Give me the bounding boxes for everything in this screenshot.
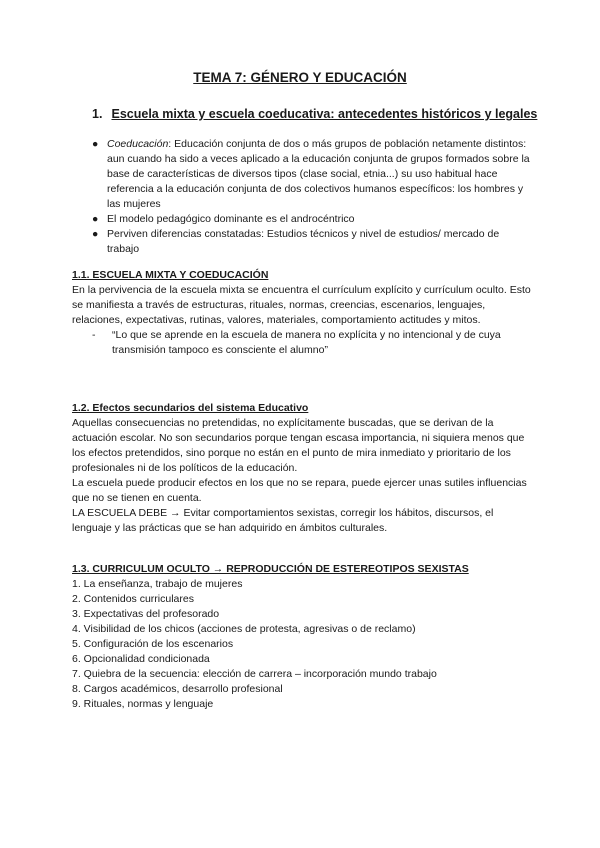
list-item: 6. Opcionalidad condicionada [72, 653, 210, 665]
section-1-2-paragraph-3: LA ESCUELA DEBE → Evitar comportamientos sexistas, corregir los hábitos, discursos, el lenguaje y las prácticas que se han adquirido en ámbitos culturales. [72, 507, 494, 534]
section-1-2-heading: 1.2. Efectos secundarios del sistema Educativo [72, 402, 309, 414]
bullet-item [92, 227, 532, 257]
bullet-text: : Educación conjunta de dos o más grupos de población netamente distintos: aun cuando ha sido a veces aplicado a la educación conjunta de grupos formados sobre la base de características de diversos tipos (clase social, etnia...) su uso habitual hace referencia a la educación conjunta de dos colectivos humanos específicos: los hombres y las mujeres [107, 138, 530, 210]
list-item: 9. Rituales, normas y lenguaje [72, 698, 214, 710]
section-1-bullet-list [92, 137, 532, 257]
list-item: 2. Contenidos curriculares [72, 593, 194, 605]
list-item: 7. Quiebra de la secuencia: elección de carrera – incorporación mundo trabajo [72, 668, 437, 680]
bullet-item [92, 137, 532, 212]
section-1-3-heading: 1.3. CURRICULUM OCULTO → REPRODUCCIÓN DE ESTEREOTIPOS SEXISTAS [72, 563, 469, 575]
section-1-1-quote: “Lo que se aprende en la escuela de manera no explícita y no intencional y de cuya transmisión tampoco es consciente el alumno” [112, 329, 501, 356]
page-title: TEMA 7: GÉNERO Y EDUCACIÓN [193, 70, 407, 85]
section-1-3 [72, 562, 532, 712]
bullet-dot-icon: ● [92, 213, 99, 225]
section-1-1 [72, 268, 532, 358]
bullet-dot-icon: ● [92, 138, 99, 150]
section-1-2-paragraph-2: La escuela puede producir efectos en los que no se repara, puede ejercer unas sutiles influencias que no se tienen en cuenta. [72, 477, 527, 504]
list-item: 5. Configuración de los escenarios [72, 638, 234, 650]
section-1-heading-text: Escuela mixta y escuela coeducativa: antecedentes históricos y legales [111, 107, 538, 121]
bullet-text: Perviven diferencias constatadas: Estudios técnicos y nivel de estudios/ mercado de trabajo [107, 228, 500, 255]
dash-bullet-icon: - [92, 329, 96, 341]
section-1-1-quote-item [92, 328, 532, 358]
section-1-number: 1. [92, 107, 103, 121]
section-1-2-paragraph-1: Aquellas consecuencias no pretendidas, no explícitamente buscadas, que se derivan de la actuación escolar. No son secundarios porque tengan escasa importancia, ni siquiera menos que los efectos pretendidos, sino porque no están en el punto de mira inmediato y prioritario de los profesionales ni de los políticos de la educación. [72, 417, 525, 474]
section-1-heading [92, 107, 537, 121]
bullet-text: El modelo pedagógico dominante es el androcéntrico [107, 213, 355, 225]
list-item: 4. Visibilidad de los chicos (acciones de protesta, agresivas o de reclamo) [72, 623, 416, 635]
list-item: 8. Cargos académicos, desarrollo profesional [72, 683, 283, 695]
list-item: 1. La enseñanza, trabajo de mujeres [72, 578, 243, 590]
bullet-dot-icon: ● [92, 228, 99, 240]
bullet-term: Coeducación [107, 138, 169, 150]
list-item: 3. Expectativas del profesorado [72, 608, 220, 620]
section-1-1-paragraph: En la pervivencia de la escuela mixta se encuentra el currículum explícito y currículum oculto. Esto se manifiesta a través de estructuras, rituales, normas, creencias, escenarios, lenguajes, relaciones, expectativas, rutinas, valores, materiales, comportamiento actitudes y mitos. [72, 284, 531, 326]
bullet-item [92, 212, 532, 227]
section-1-2 [72, 401, 532, 536]
section-1-1-heading: 1.1. ESCUELA MIXTA Y COEDUCACIÓN [72, 269, 269, 281]
